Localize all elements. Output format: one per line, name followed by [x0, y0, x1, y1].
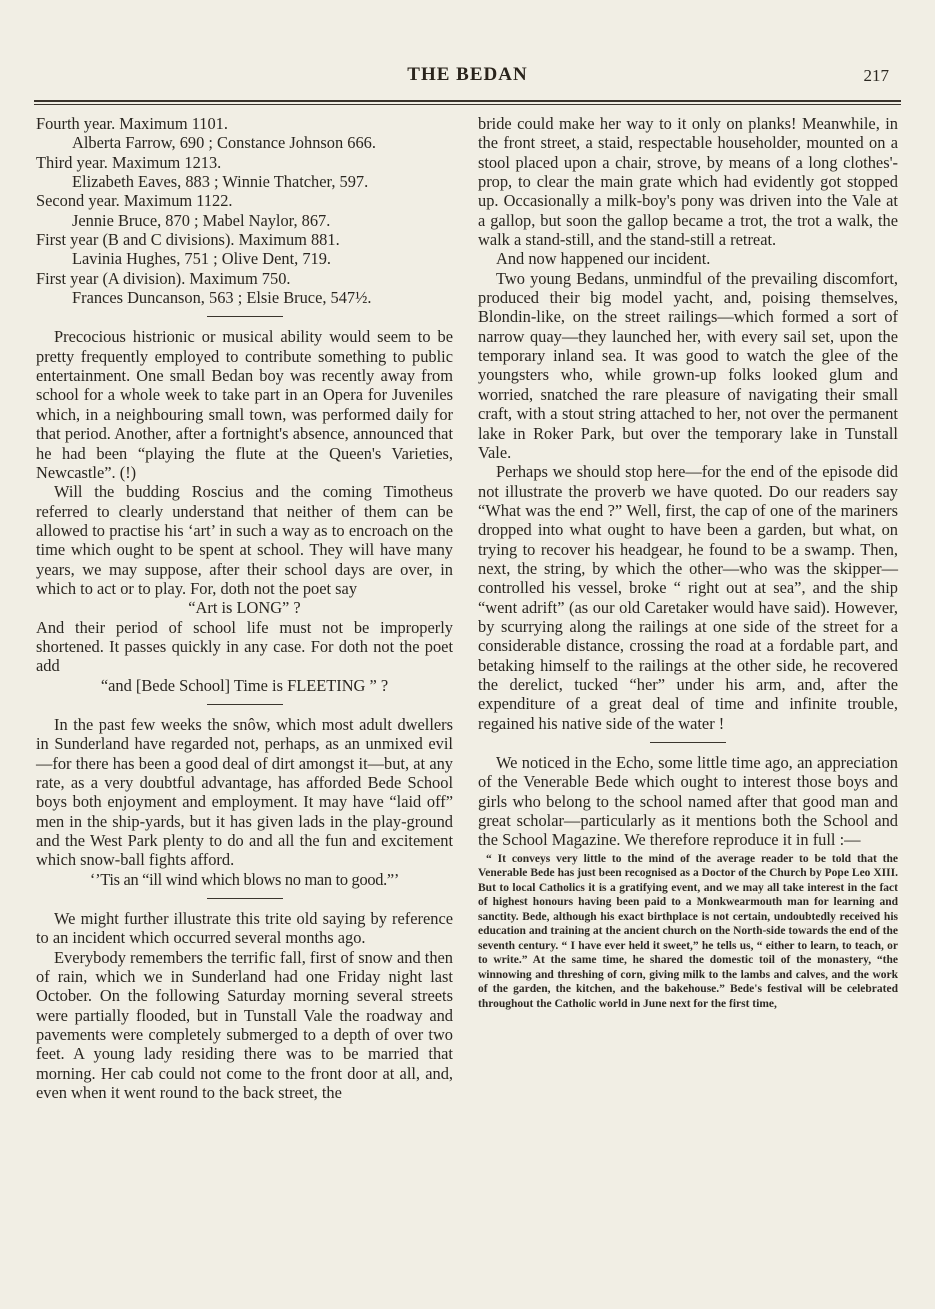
right-column: [478, 114, 898, 1011]
paragraph-echo: We noticed in the Echo, some little time ago, an appreciation of the Venerable Bede which ought to interest those boys and girls who belong to the school named after that good man and great scholar—particularly as it mentions both the School and the School Magazine. We therefore reproduce it in full :—: [478, 753, 898, 850]
result-year: First year (B and C divisions). Maximum 881.: [36, 230, 340, 250]
result-year: Third year. Maximum 1213.: [36, 152, 222, 172]
running-title: THE BEDAN: [407, 64, 528, 85]
section-divider: [650, 742, 726, 743]
paragraph-roscius: Will the budding Roscius and the coming Timotheus referred to clearly understand that neither of them can be allowed to practise his ‘art’ in such a way as to encroach on the time which ought to be spent at school. They will have many years, we may suppose, after their school days are over, in which to act or to play. For, doth not the poet say: [36, 482, 453, 598]
running-head: [0, 64, 935, 94]
paragraph-fall: Everybody remembers the terrific fall, first of snow and then of rain, which we in Sunderland had one Friday night last October. On the following Saturday morning several streets were partially flooded, but in Tunstall Vale the roadway and pavements were completely submerged to a depth of over two feet. A young lady residing there was to be married that morning. Her cab could not come to the front door at all, and, even when it went round to the back street, the: [36, 947, 453, 1103]
paragraph-incident: And now happened our incident.: [496, 249, 711, 269]
paragraph-end: Perhaps we should stop here—for the end of the episode did not illustrate the proverb we have quoted. Do our readers say “What was the end ?” Well, first, the cap of one of the mariners dropped into what ought to have been a garden, but what, on trying to recover his headgear, he found to be a swamp. Then, next, the string, by which the other—who was the skipper—controlled his vessel, broke “ right out at sea”, and the ship “went adrift” (as our old Caretaker would have said). However, by scurrying along the railings at one side of the street for a considerable distance, crossing the road at a fordable part, and betaking himself to the railings at the other side, he recovered the derelict, tucked “her” under his arm, and, after the expenditure of a great deal of time and infinite trouble, regained his native side of the water !: [478, 462, 898, 733]
result-names: Alberta Farrow, 690 ; Constance Johnson 666.: [72, 133, 376, 153]
paragraph-yacht: Two young Bedans, unmindful of the prevailing discomfort, produced their big model yacht, and, poising themselves, Blondin-like, on the street railings—which formed a sort of narrow quay—they launched her, with every sail set, upon the temporary inland sea. It was good to watch the glee of the youngsters who, while grown-up folks looked glum and worried, snatched the rare pleasure of navigating their small craft, with a stout string attached to her, not over the permanent lake in Roker Park, but over the temporary lake in Tunstall Vale.: [478, 268, 898, 462]
paragraph-period: And their period of school life must not be improperly shortened. It passes quickly in any case. For doth not the poet add: [36, 617, 453, 676]
paragraph-bride: bride could make her way to it only on planks! Meanwhile, in the front street, a staid, respectable householder, mounted on a stool placed upon a chair, strove, by means of a long clothes'-prop, to clear the main grate which had evidently got stopped up. Occasionally a milk-boy's pony was driven into the Vale at a gallop, but soon the gallop became a trot, the trot a walk, the walk a stand-still, and the stand-still a retreat.: [478, 114, 898, 250]
result-names: Frances Duncanson, 563 ; Elsie Bruce, 547½.: [72, 288, 372, 308]
quote-wind: ‘’Tis an “ill wind which blows no man to good.”’: [89, 869, 400, 889]
paragraph-histrionic: Precocious histrionic or musical ability would seem to be pretty frequently employed to contribute something to public entertainment. One small Bedan boy was recently away from school for a whole week to take part in an Opera for Juveniles which, in a neighbouring small town, was performed daily for that period. Another, after a fortnight's absence, announced that he had been “playing the flute at the Queen's Varieties, Newcastle”. (!): [36, 327, 453, 482]
section-divider: [207, 898, 283, 899]
result-names: Elizabeth Eaves, 883 ; Winnie Thatcher, 597.: [72, 172, 369, 192]
header-rule-thin: [34, 104, 901, 105]
verse-time: “and [Bede School] Time is FLEETING ” ?: [100, 675, 389, 695]
quoted-article: “ It conveys very little to the mind of the average reader to be told that the Venerable Bede has just been recognised as a Doctor of the Church by Pope Leo XIII. But to local Catholics it is a gratifying event, and we may all take interest in the fact of highest honours having been paid to a Monkwearmouth man for learning and sanctity. Bede, although his exact birthplace is not certain, undoubtedly received his education and training at the ancient church on the North-side towards the end of the seventh century. “ I have ever held it sweet,” he tells us, “ either to learn, to teach, or to write.” At the same time, he shared the domestic toil of the monastery, “the winnowing and threshing of corn, giving milk to the lambs and calves, and the work of the garden, the kitchen, and the bakehouse.” Bede's festival will be celebrated throughout the Catholic world in June next for the first time,: [478, 852, 898, 1010]
section-divider: [207, 704, 283, 705]
result-year: Fourth year. Maximum 1101.: [36, 114, 228, 133]
result-names: Lavinia Hughes, 751 ; Olive Dent, 719.: [72, 249, 332, 269]
result-year: First year (A division). Maximum 750.: [36, 268, 291, 288]
verse-art: “Art is LONG” ?: [188, 598, 301, 618]
result-names: Jennie Bruce, 870 ; Mabel Naylor, 867.: [72, 210, 331, 230]
section-divider: [207, 316, 283, 317]
page-number: 217: [863, 66, 889, 85]
result-year: Second year. Maximum 1122.: [36, 191, 233, 211]
header-rule: [34, 100, 901, 102]
paragraph-trite: We might further illustrate this trite old saying by reference to an incident which occurred several months ago.: [36, 909, 453, 948]
paragraph-snow: In the past few weeks the snôw, which most adult dwellers in Sunderland have regarded not, perhaps, as an unmixed evil—for there has been a good deal of dirt amongst it—but, at any rate, as a very doubtful advantage, has afforded Bede School boys both enjoyment and employment. It may have “laid off” men in the ship-yards, but it has given lads in the play-ground and the West Park plenty to do and all the fun and excitement which snow-ball fights afford.: [36, 714, 453, 870]
left-column: [36, 114, 453, 1103]
